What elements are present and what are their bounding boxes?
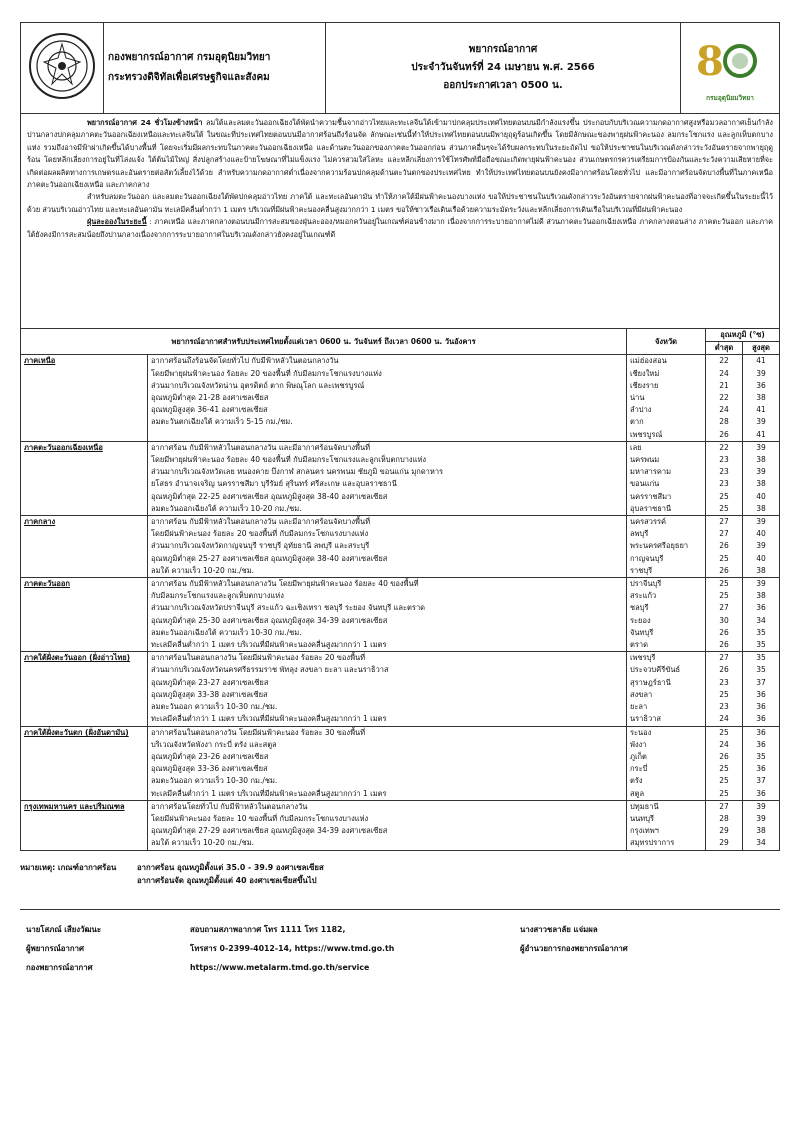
min-temp: 26	[706, 639, 743, 652]
province-name: ปทุมธานี	[627, 800, 706, 813]
region-name: ภาคใต้ฝั่งตะวันตก (ฝั่งอันดามัน)	[21, 726, 148, 800]
region-forecast-line: อุณหภูมิต่ำสุด 23-27 องศาเซลเซียส	[148, 677, 627, 689]
document-header	[20, 22, 780, 114]
min-temp: 25	[706, 775, 743, 787]
region-forecast-line: อากาศร้อน กับมีฟ้าหลัวในตอนกลางวัน โดยมีพายุฝนฟ้าคะนอง ร้อยละ 40 ของพื้นที่	[148, 578, 627, 591]
region-name: ภาคตะวันออกเฉียงเหนือ	[21, 441, 148, 515]
synopsis-box	[20, 114, 780, 329]
org-line-1: กองพยากรณ์อากาศ กรมอุตุนิยมวิทยา	[108, 52, 271, 63]
region-name: ภาคกลาง	[21, 516, 148, 578]
min-temp: 24	[706, 368, 743, 380]
min-temp: 26	[706, 627, 743, 639]
region-forecast-line: ส่วนมากบริเวณจังหวัดเลย หนองคาย บึงกาฬ สกลนคร นครพนม ชัยภูมิ ขอนแก่น มุกดาหาร	[148, 466, 627, 478]
max-temp: 39	[743, 800, 780, 813]
province-name: ลำปาง	[627, 404, 706, 416]
province-name: ตาก	[627, 416, 706, 428]
region-forecast-line: อากาศร้อน กับมีฟ้าหลัวในตอนกลางวัน และมีอากาศร้อนจัดบางพื้นที่	[148, 516, 627, 529]
dust-text: : ภาคเหนือ และภาคกลางตอนบนมีการสะสมของฝุ่นละออง/หมอกควันอยู่ในเกณฑ์ค่อนข้างมาก เนื่องจากการระบายอากาศไม่ดี ส่วนภาคตะวันออกเฉียงเหนือ ภาคกลางตอนล่าง ภาคตะวันออก และภาคใต้ยังคงมีการสะสมน้อยถึงปานกลางเนื่องจากการระบายอากาศในบริเวณดังกล่าวยังคงอยู่ในเกณฑ์ดี	[27, 217, 773, 239]
min-temp: 24	[706, 404, 743, 416]
min-temp: 27	[706, 800, 743, 813]
max-temp: 38	[743, 565, 780, 578]
contact-service-link[interactable]: https://www.metalarm.tmd.go.th/service	[190, 962, 370, 972]
forecaster-block	[26, 920, 101, 977]
max-temp: 39	[743, 416, 780, 428]
table-header-row	[21, 329, 780, 342]
province-name: มหาสารคาม	[627, 466, 706, 478]
max-temp: 39	[743, 368, 780, 380]
region-forecast-line: ลมตะวันตกเฉียงใต้ ความเร็ว 5-15 กม./ชม.	[148, 416, 627, 428]
province-name: ระนอง	[627, 726, 706, 739]
province-name: ยะลา	[627, 701, 706, 713]
max-temp: 39	[743, 540, 780, 552]
region-forecast-line: ส่วนมากบริเวณจังหวัดปราจีนบุรี สระแก้ว ฉะเชิงเทรา ชลบุรี ระยอง จันทบุรี และตราด	[148, 602, 627, 614]
region-forecast-line: โดยมีฝนฟ้าคะนอง ร้อยละ 20 ของพื้นที่ กับมีลมกระโชกแรงบางแห่ง	[148, 528, 627, 540]
max-temp: 40	[743, 491, 780, 503]
province-name: ภูเก็ต	[627, 751, 706, 763]
org-line-2: กระทรวงดิจิทัลเพื่อเศรษฐกิจและสังคม	[108, 72, 270, 83]
forecaster-division: กองพยากรณ์อากาศ	[26, 962, 93, 972]
min-temp: 22	[706, 392, 743, 404]
min-temp: 25	[706, 553, 743, 565]
min-temp-header: ต่ำสุด	[706, 342, 743, 355]
min-temp: 25	[706, 788, 743, 801]
min-temp: 22	[706, 441, 743, 454]
province-name: ประจวบคีรีขันธ์	[627, 664, 706, 676]
max-temp: 35	[743, 664, 780, 676]
seal-icon	[28, 32, 96, 100]
province-name: สงขลา	[627, 689, 706, 701]
max-temp: 41	[743, 404, 780, 416]
max-temp: 36	[743, 739, 780, 751]
province-name: เชียงใหม่	[627, 368, 706, 380]
province-name: ราชบุรี	[627, 565, 706, 578]
province-name: สมุทรปราการ	[627, 837, 706, 850]
contact-phone: สอบถามสภาพอากาศ โทร 1111 โทร 1182,	[190, 924, 346, 934]
table-row	[21, 652, 780, 665]
director-title: ผู้อำนวยการกองพยากรณ์อากาศ	[520, 943, 628, 953]
province-name: ชลบุรี	[627, 602, 706, 614]
note-label: หมายเหตุ: เกณฑ์อากาศร้อน	[20, 862, 117, 872]
province-name: กาญจนบุรี	[627, 553, 706, 565]
max-temp: 35	[743, 652, 780, 665]
max-temp: 37	[743, 775, 780, 787]
province-name: นครสวรรค์	[627, 516, 706, 529]
region-forecast-line: ทะเลมีคลื่นต่ำกว่า 1 เมตร บริเวณที่มีฝนฟ้าคะนองคลื่นสูงมากกว่า 1 เมตร	[148, 788, 627, 801]
tmd-seal-logo	[21, 23, 104, 114]
synopsis-paragraph-2: สำหรับลมตะวันออก และลมตะวันออกเฉียงใต้พัดปกคลุมอ่าวไทย ภาคใต้ และทะเลอันดามัน ทำให้ภาคใต้มีฝนฟ้าคะนองบางแห่ง ขอให้ประชาชนในบริเวณดังกล่าวระวังอันตรายจากฝนฟ้าคะนองที่อาจจะเกิดขึ้นในระยะนี้ไว้ด้วย ส่วนบริเวณอ่าวไทย และทะเลอันดามัน ทะเลมีคลื่นต่ำกว่า 1 เมตร บริเวณที่มีฝนฟ้าคะนองคลื่นสูงมากกว่า 1 เมตร ขอให้ชาวเรือเดินเรือด้วยความระมัดระวังและหลีกเลี่ยงการเดินเรือในบริเวณที่มีฝนฟ้าคะนอง	[27, 192, 773, 214]
region-forecast-line: อุณหภูมิต่ำสุด 25-27 องศาเซลเซียส อุณหภูมิสูงสุด 38-40 องศาเซลเซียส	[148, 553, 627, 565]
max-temp-header: สูงสุด	[743, 342, 780, 355]
province-name: อุบลราชธานี	[627, 503, 706, 516]
document-title: พยากรณ์อากาศ	[468, 44, 538, 55]
province-name: ตรัง	[627, 775, 706, 787]
svg-text:8: 8	[696, 38, 724, 85]
region-forecast-line: ลมตะวันออกเฉียงใต้ ความเร็ว 10-20 กม./ชม.	[148, 503, 627, 516]
forecast-heading: พยากรณ์อากาศสำหรับประเทศไทยตั้งแต่เวลา 0600 น. วันจันทร์ ถึงเวลา 0600 น. วันอังคาร	[21, 329, 627, 355]
region-forecast-line: ส่วนมากบริเวณจังหวัดน่าน อุตรดิตถ์ ตาก พิษณุโลก และเพชรบูรณ์	[148, 380, 627, 392]
province-name: ตราด	[627, 639, 706, 652]
region-forecast-line: กับมีลมกระโชกแรงและลูกเห็บตกบางแห่ง	[148, 590, 627, 602]
province-name: เพชรบุรี	[627, 652, 706, 665]
max-temp: 39	[743, 441, 780, 454]
max-temp: 39	[743, 578, 780, 591]
max-temp: 35	[743, 627, 780, 639]
contact-block	[190, 920, 394, 977]
issue-time: ออกประกาศเวลา 0500 น.	[443, 80, 563, 91]
max-temp: 39	[743, 813, 780, 825]
region-forecast-line: อากาศร้อนในตอนกลางวัน โดยมีฝนฟ้าคะนอง ร้อยละ 30 ของพื้นที่	[148, 726, 627, 739]
table-row	[21, 441, 780, 454]
min-temp: 25	[706, 763, 743, 775]
region-forecast-line: อุณหภูมิสูงสุด 36-41 องศาเซลเซียส	[148, 404, 627, 416]
province-name: สระแก้ว	[627, 590, 706, 602]
region-forecast-line: อากาศร้อน กับมีฟ้าหลัวในตอนกลางวัน และมีอากาศร้อนจัดบางพื้นที่	[148, 441, 627, 454]
synopsis-lead: พยากรณ์อากาศ 24 ชั่วโมงข้างหน้า	[87, 118, 203, 127]
logo-caption: กรมอุตุนิยมวิทยา	[706, 94, 754, 102]
region-forecast-line: อากาศร้อนโดยทั่วไป กับมีฟ้าหลัวในตอนกลางวัน	[148, 800, 627, 813]
table-row	[21, 355, 780, 368]
province-name: น่าน	[627, 392, 706, 404]
province-name: ระยอง	[627, 615, 706, 627]
min-temp: 23	[706, 677, 743, 689]
min-temp: 25	[706, 491, 743, 503]
province-name: สุราษฎร์ธานี	[627, 677, 706, 689]
min-temp: 26	[706, 751, 743, 763]
forecast-document	[20, 0, 780, 1000]
region-name: ภาคตะวันออก	[21, 578, 148, 652]
province-name: กระบี่	[627, 763, 706, 775]
dust-paragraph	[27, 216, 773, 241]
regional-forecast-table	[20, 329, 780, 851]
region-forecast-line: ส่วนมากบริเวณจังหวัดกาญจนบุรี ราชบุรี อุทัยธานี ลพบุรี และสระบุรี	[148, 540, 627, 552]
region-forecast-line: ลมตะวันออกเฉียงใต้ ความเร็ว 10-30 กม./ชม.	[148, 627, 627, 639]
table-row	[21, 800, 780, 813]
synopsis-paragraph-1	[27, 117, 773, 191]
anniversary-logo	[681, 23, 780, 114]
min-temp: 21	[706, 380, 743, 392]
region-forecast-line	[148, 429, 627, 442]
region-forecast-line: อากาศร้อนถึงร้อนจัดโดยทั่วไป กับมีฟ้าหลัวในตอนกลางวัน	[148, 355, 627, 368]
min-temp: 22	[706, 355, 743, 368]
region-name: ภาคใต้ฝั่งตะวันออก (ฝั่งอ่าวไทย)	[21, 652, 148, 726]
province-name: เชียงราย	[627, 380, 706, 392]
max-temp: 41	[743, 355, 780, 368]
region-forecast-line: อุณหภูมิสูงสุด 33-38 องศาเซลเซียส	[148, 689, 627, 701]
max-temp: 36	[743, 380, 780, 392]
max-temp: 39	[743, 516, 780, 529]
min-temp: 23	[706, 478, 743, 490]
80-years-logo-icon	[690, 33, 770, 93]
org-cell	[104, 23, 326, 114]
max-temp: 36	[743, 763, 780, 775]
province-name: จันทบุรี	[627, 627, 706, 639]
max-temp: 39	[743, 466, 780, 478]
min-temp: 27	[706, 516, 743, 529]
province-name: นราธิวาส	[627, 713, 706, 726]
max-temp: 38	[743, 590, 780, 602]
min-temp: 23	[706, 466, 743, 478]
province-name: กรุงเทพฯ	[627, 825, 706, 837]
province-name: พระนครศรีอยุธยา	[627, 540, 706, 552]
forecaster-title: ผู้พยากรณ์อากาศ	[26, 943, 84, 953]
region-forecast-line: ลมตะวันออก ความเร็ว 10-30 กม./ชม.	[148, 775, 627, 787]
min-temp: 25	[706, 689, 743, 701]
region-forecast-line: ยโสธร อำนาจเจริญ นครราชสีมา บุรีรัมย์ สุรินทร์ ศรีสะเกษ และอุบลราชธานี	[148, 478, 627, 490]
max-temp: 36	[743, 726, 780, 739]
contact-fax-web[interactable]: โทรสาร 0-2399-4012-14, https://www.tmd.go.th	[190, 943, 395, 953]
min-temp: 28	[706, 416, 743, 428]
min-temp: 30	[706, 615, 743, 627]
province-name: นครราชสีมา	[627, 491, 706, 503]
region-forecast-line: ลมใต้ ความเร็ว 10-20 กม./ชม.	[148, 565, 627, 578]
region-forecast-line: อุณหภูมิต่ำสุด 27-29 องศาเซลเซียส อุณหภูมิสูงสุด 34-39 องศาเซลเซียส	[148, 825, 627, 837]
heat-criteria-note	[20, 861, 780, 887]
province-name: ปราจีนบุรี	[627, 578, 706, 591]
min-temp: 26	[706, 540, 743, 552]
signature-footer	[20, 909, 780, 1000]
max-temp: 40	[743, 528, 780, 540]
min-temp: 25	[706, 590, 743, 602]
max-temp: 38	[743, 454, 780, 466]
region-forecast-line: อุณหภูมิต่ำสุด 22-25 องศาเซลเซียส อุณหภูมิสูงสุด 38-40 องศาเซลเซียส	[148, 491, 627, 503]
region-forecast-line: บริเวณจังหวัดพังงา กระบี่ ตรัง และสตูล	[148, 739, 627, 751]
region-forecast-line: อุณหภูมิสูงสุด 33-36 องศาเซลเซียส	[148, 763, 627, 775]
max-temp: 34	[743, 615, 780, 627]
max-temp: 36	[743, 689, 780, 701]
region-forecast-line: โดยมีพายุฝนฟ้าคะนอง ร้อยละ 40 ของพื้นที่ กับมีลมกระโชกแรงและลูกเห็บตกบางแห่ง	[148, 454, 627, 466]
province-name: เพชรบูรณ์	[627, 429, 706, 442]
max-temp: 38	[743, 392, 780, 404]
min-temp: 25	[706, 726, 743, 739]
max-temp: 40	[743, 553, 780, 565]
max-temp: 36	[743, 701, 780, 713]
director-block	[520, 920, 628, 958]
province-name: แม่ฮ่องสอน	[627, 355, 706, 368]
max-temp: 35	[743, 639, 780, 652]
note-line-1: อากาศร้อน อุณหภูมิตั้งแต่ 35.0 - 39.9 องศาเซลเซียส	[137, 862, 324, 872]
min-temp: 27	[706, 602, 743, 614]
document-date: ประจำวันจันทร์ที่ 24 เมษายน พ.ศ. 2566	[411, 62, 595, 73]
region-forecast-line: อุณหภูมิต่ำสุด 21-28 องศาเซลเซียส	[148, 392, 627, 404]
province-name: สตูล	[627, 788, 706, 801]
min-temp: 27	[706, 652, 743, 665]
province-name: เลย	[627, 441, 706, 454]
director-name: นางสาวชลาลัย แจ่มผล	[520, 924, 598, 934]
min-temp: 26	[706, 429, 743, 442]
dust-lead: ฝุ่นละอองในระยะนี้	[87, 217, 147, 227]
min-temp: 25	[706, 503, 743, 516]
region-name: ภาคเหนือ	[21, 355, 148, 441]
min-temp: 26	[706, 664, 743, 676]
max-temp: 36	[743, 788, 780, 801]
temperature-column-header: อุณหภูมิ (°ซ)	[706, 329, 780, 342]
max-temp: 35	[743, 751, 780, 763]
min-temp: 23	[706, 701, 743, 713]
region-forecast-line: ส่วนมากบริเวณจังหวัดนครศรีธรรมราช พัทลุง สงขลา ยะลา และนราธิวาส	[148, 664, 627, 676]
max-temp: 37	[743, 677, 780, 689]
province-name: นนทบุรี	[627, 813, 706, 825]
synopsis-text: ลมใต้และลมตะวันออกเฉียงใต้พัดนำความชื้นจากอ่าวไทยและทะเลจีนใต้เข้ามาปกคลุมประเทศไทยตอนบนมีกำลังแรงขึ้น ประกอบกับบริเวณความกดอากาศสูงหรือมวลอากาศเย็นกำลังปานกลางปกคลุมภาคตะวันออกเฉียงเหนือและทะเลจีนใต้ ในขณะที่ประเทศไทยตอนบนมีอากาศร้อนถึงร้อนจัด ลักษณะเช่นนี้ทำให้ประเทศไทยตอนบนมีพายุฤดูร้อนเกิดขึ้น โดยมีลักษณะของพายุฝนฟ้าคะนอง ลมกระโชกแรง และลูกเห็บตกบางแห่ง รวมถึงอาจมีฟ้าผ่าเกิดขึ้นได้บางพื้นที่ โดยจะเริ่มมีผลกระทบในภาคตะวันออกเฉียงเหนือ และด้านตะวันออกของภาคตะวันออกก่อน ส่วนภาคอื่นๆจะได้รับผลกระทบในระยะถัดไป ขอให้ประชาชนในบริเวณดังกล่าวระวังอันตรายจากพายุฤดูร้อน โดยหลีกเลี่ยงการอยู่ในที่โล่งแจ้ง ใต้ต้นไม้ใหญ่ สิ่งปลูกสร้างและป้ายโฆษณาที่ไม่แข็งแรง ไม่ควรสวมใส่โลหะ และหลีกเลี่ยงการใช้โทรศัพท์มือถือขณะเกิดพายุฝนฟ้าคะนอง ส่วนเกษตรกรควรเตรียมการป้องกันและระวังความเสียหายที่จะเกิดต่อผลผลิตทางการเกษตรและอันตรายต่อสัตว์เลี้ยงไว้ด้วย สำหรับความกดอากาศต่ำเนื่องจากความร้อนปกคลุมด้านตะวันตกของประเทศไทย ทำให้ประเทศไทยตอนบนยังคงมีอากาศร้อนโดยทั่วไป และมีอากาศร้อนจัดบางพื้นที่ในภาคเหนือ ภาคตะวันออกเฉียงเหนือ และภาคกลาง	[27, 118, 773, 190]
province-name: นครพนม	[627, 454, 706, 466]
region-name: กรุงเทพมหานคร และปริมณฑล	[21, 800, 148, 850]
province-name: ลพบุรี	[627, 528, 706, 540]
min-temp: 24	[706, 713, 743, 726]
min-temp: 29	[706, 837, 743, 850]
min-temp: 28	[706, 813, 743, 825]
max-temp: 38	[743, 825, 780, 837]
min-temp: 25	[706, 578, 743, 591]
max-temp: 36	[743, 713, 780, 726]
max-temp: 34	[743, 837, 780, 850]
province-name: ขอนแก่น	[627, 478, 706, 490]
region-forecast-line: ลมตะวันออก ความเร็ว 10-30 กม./ชม.	[148, 701, 627, 713]
table-row	[21, 578, 780, 591]
region-forecast-line: อุณหภูมิต่ำสุด 25-30 องศาเซลเซียส อุณหภูมิสูงสุด 34-39 องศาเซลเซียส	[148, 615, 627, 627]
min-temp: 26	[706, 565, 743, 578]
note-line-2: อากาศร้อนจัด อุณหภูมิตั้งแต่ 40 องศาเซลเซียสขึ้นไป	[137, 875, 317, 885]
title-cell	[326, 23, 681, 114]
min-temp: 27	[706, 528, 743, 540]
region-forecast-line: อุณหภูมิต่ำสุด 23-26 องศาเซลเซียส	[148, 751, 627, 763]
province-column-header: จังหวัด	[627, 329, 706, 355]
min-temp: 29	[706, 825, 743, 837]
region-forecast-line: ทะเลมีคลื่นต่ำกว่า 1 เมตร บริเวณที่มีฝนฟ้าคะนองคลื่นสูงมากกว่า 1 เมตร	[148, 639, 627, 652]
min-temp: 24	[706, 739, 743, 751]
max-temp: 38	[743, 503, 780, 516]
table-row	[21, 726, 780, 739]
max-temp: 36	[743, 602, 780, 614]
region-forecast-line: ลมใต้ ความเร็ว 10-20 กม./ชม.	[148, 837, 627, 850]
region-forecast-line: อากาศร้อนในตอนกลางวัน โดยมีฝนฟ้าคะนอง ร้อยละ 20 ของพื้นที่	[148, 652, 627, 665]
forecaster-name: นายโสภณ์ เสียงวัฒนะ	[26, 924, 102, 934]
region-forecast-line: โดยมีฝนฟ้าคะนอง ร้อยละ 10 ของพื้นที่ กับมีลมกระโชกแรงบางแห่ง	[148, 813, 627, 825]
table-row	[21, 516, 780, 529]
min-temp: 23	[706, 454, 743, 466]
region-forecast-line: โดยมีพายุฝนฟ้าคะนอง ร้อยละ 20 ของพื้นที่ กับมีลมกระโชกแรงบางแห่ง	[148, 368, 627, 380]
province-name: พังงา	[627, 739, 706, 751]
region-forecast-line: ทะเลมีคลื่นต่ำกว่า 1 เมตร บริเวณที่มีฝนฟ้าคะนองคลื่นสูงมากกว่า 1 เมตร	[148, 713, 627, 726]
max-temp: 41	[743, 429, 780, 442]
max-temp: 38	[743, 478, 780, 490]
